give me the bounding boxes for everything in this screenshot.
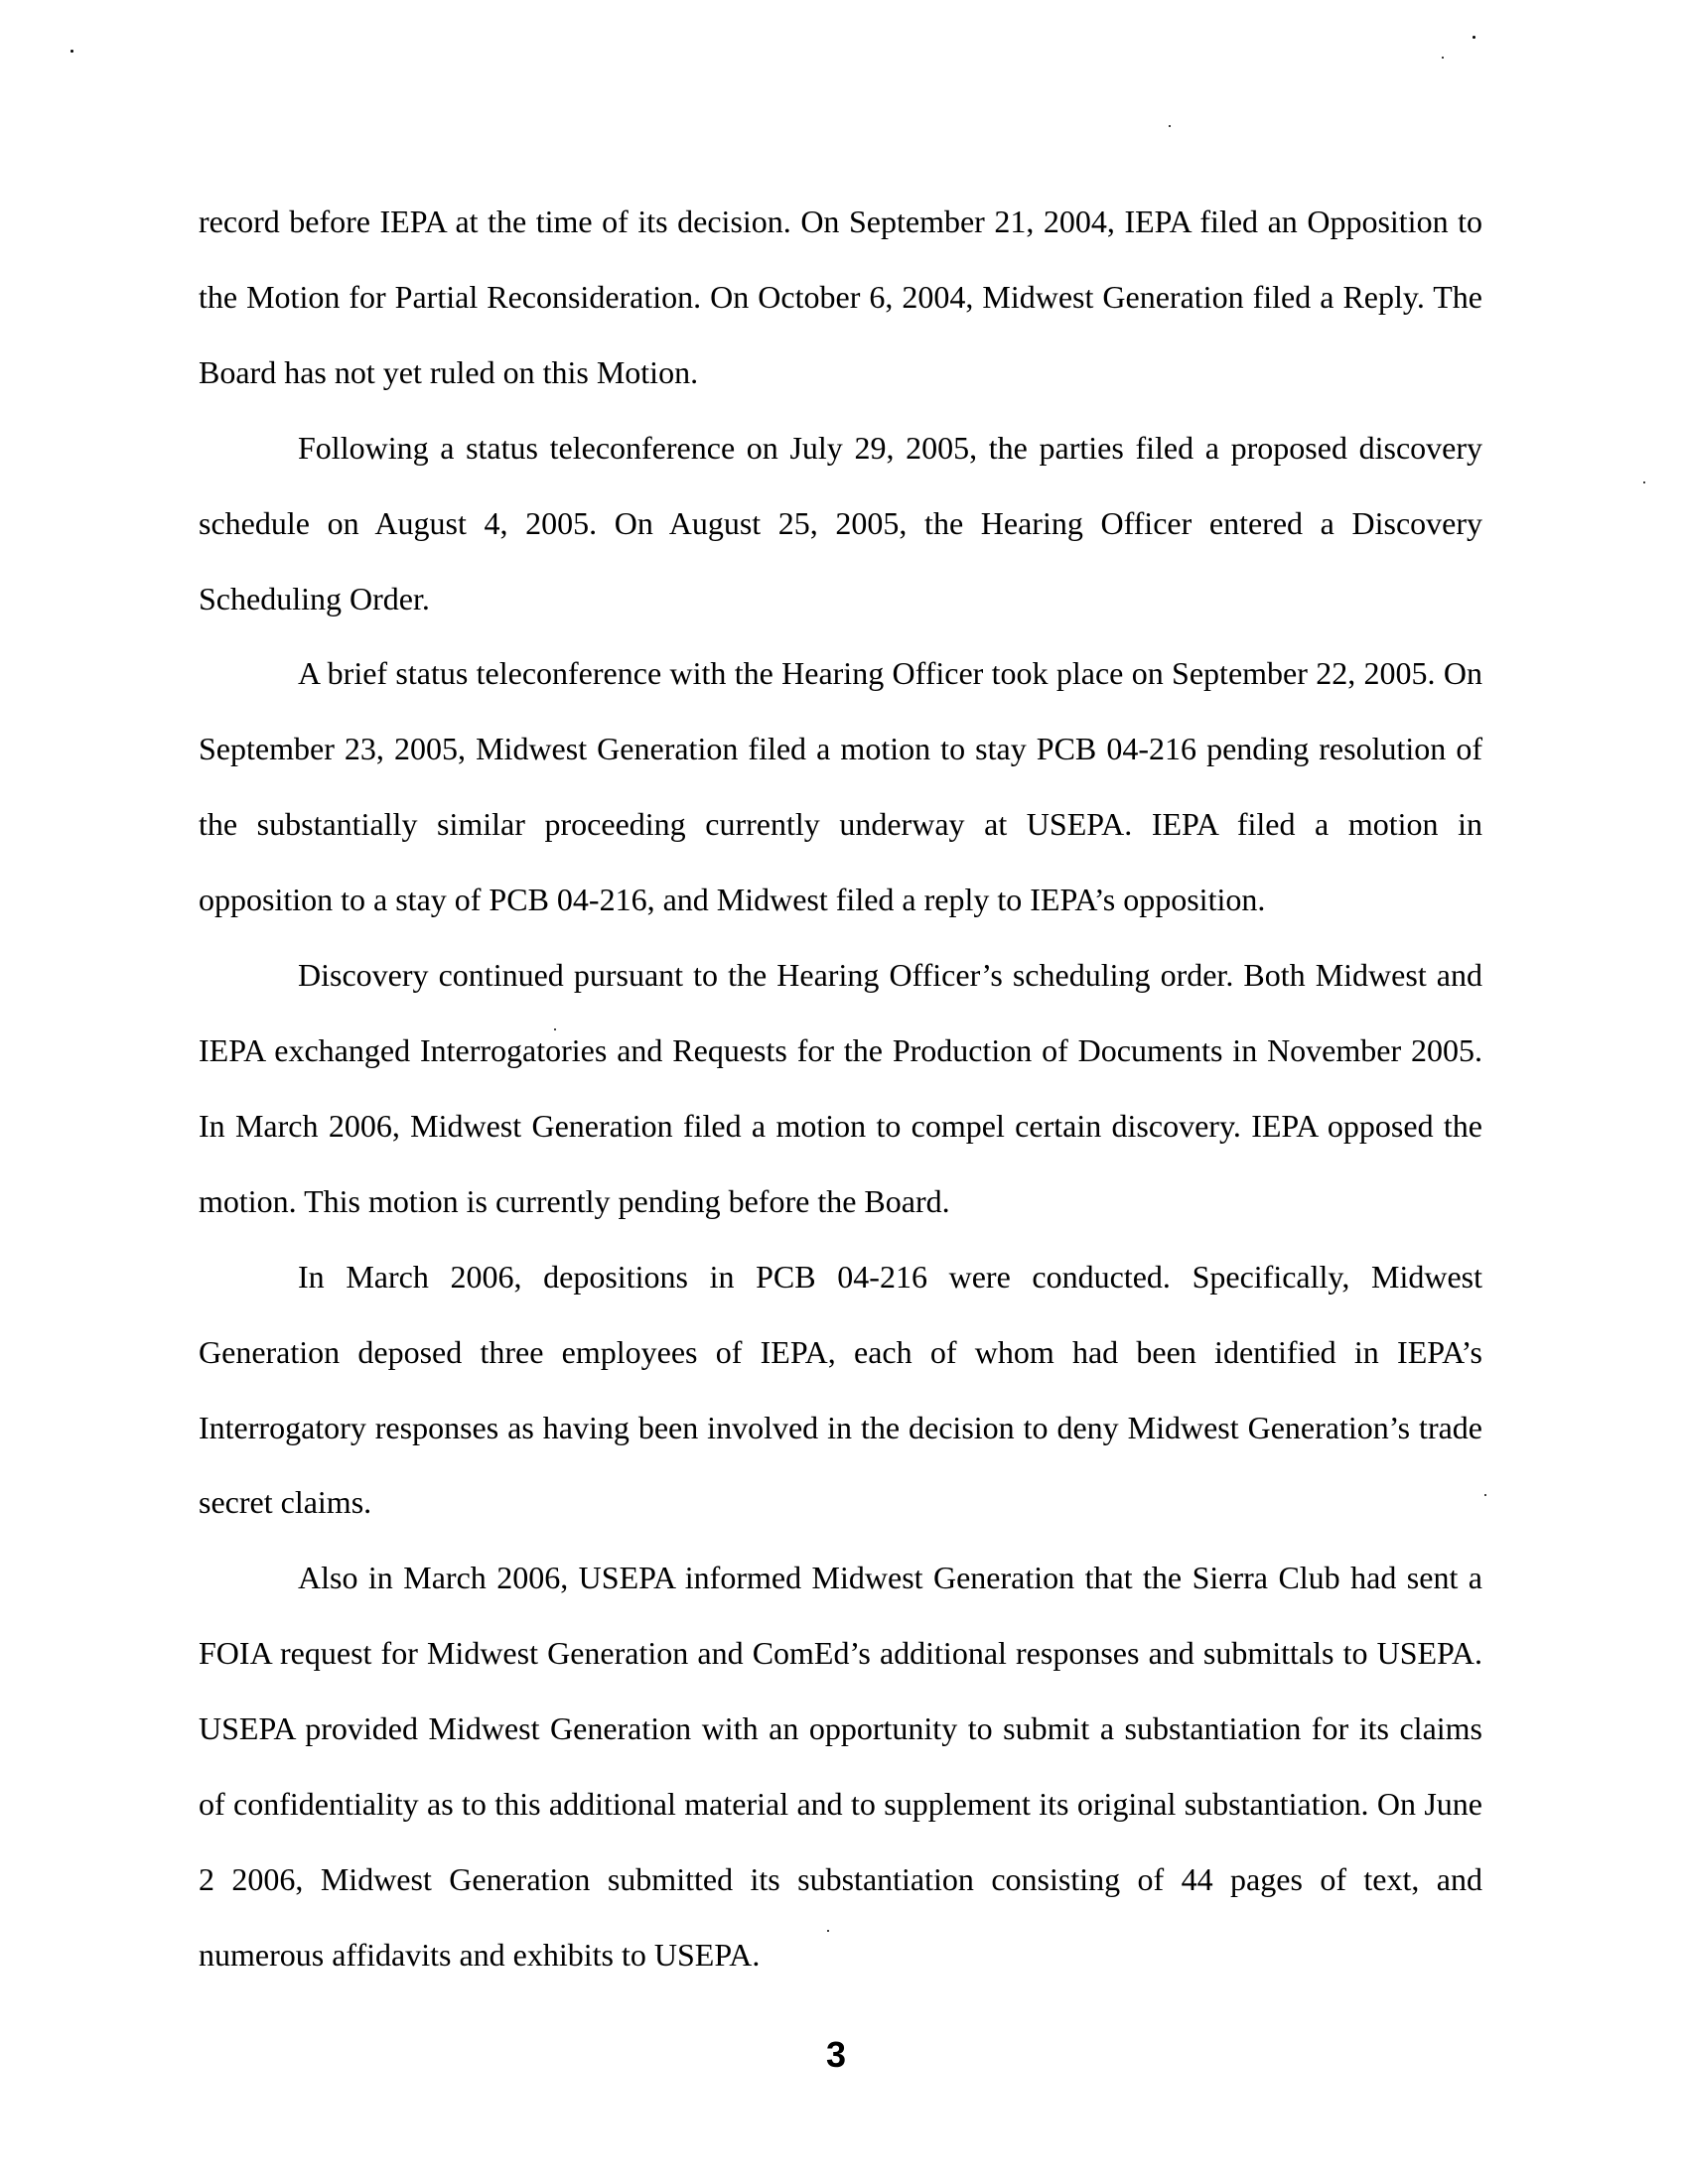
scan-speck (1473, 36, 1475, 39)
paragraph-continued-reconsideration: record before IEPA at the time of its decision. On September 21, 2004, IEPA filed an Opposition to the Motion for Partial Reconsideration. On October 6, 2004, Midwest Generation filed a Reply. The Board has not yet ruled on this Motion. (199, 204, 1482, 390)
paragraph-foia-request: Also in March 2006, USEPA informed Midwest Generation that the Sierra Club had sent a FOIA request for Midwest Generation and ComEd’s additional responses and submittals to USEPA. USEPA provided Midwest Generation with an opportunity to submit a substantiation for its claims of confidentiality as to this additional material and to supplement its original substantiation. On June 2 2006, Midwest Generation submitted its substantiation consisting of 44 pages of text, and numerous affidavits and exhibits to USEPA. (199, 1560, 1482, 1973)
paragraph-discovery-continued: Discovery continued pursuant to the Hearing Officer’s scheduling order. Both Midwest and IEPA exchanged Interrogatories and Requests for the Production of Documents in November 2005. In March 2006, Midwest Generation filed a motion to compel certain discovery. IEPA opposed the motion. This motion is currently pending before the Board. (199, 957, 1482, 1219)
page-number: 3 (825, 2034, 847, 2075)
scan-speck (1169, 125, 1171, 127)
scan-speck (70, 50, 73, 53)
scan-speck (1643, 481, 1645, 483)
body-text (199, 185, 1482, 1993)
paragraph-motion-to-stay: A brief status teleconference with the Hearing Officer took place on September 22, 2005. On September 23, 2005, Midwest Generation filed a motion to stay PCB 04-216 pending resolution of the substantially similar proceeding currently underway at USEPA. IEPA filed a motion in opposition to a stay of PCB 04-216, and Midwest filed a reply to IEPA’s opposition. (199, 655, 1482, 918)
paragraph-depositions: In March 2006, depositions in PCB 04-216 were conducted. Specifically, Midwest Generation deposed three employees of IEPA, each of whom had been identified in IEPA’s Interrogatory responses as having been involved in the decision to deny Midwest Generation’s trade secret claims. (199, 1258, 1482, 1521)
scan-speck (1484, 1494, 1486, 1496)
scan-speck (1442, 57, 1444, 59)
paragraph-discovery-schedule: Following a status teleconference on July 29, 2005, the parties filed a proposed discovery schedule on August 4, 2005. On August 25, 2005, the Hearing Officer entered a Discovery Scheduling Order. (199, 429, 1482, 616)
